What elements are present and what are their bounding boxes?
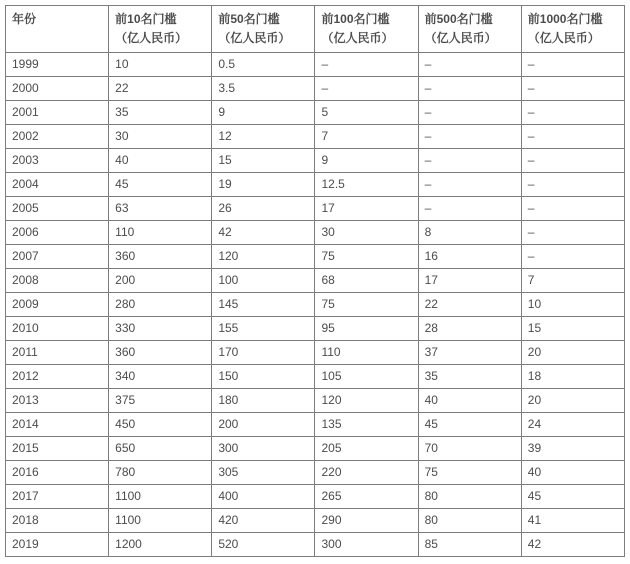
value-cell: 75 — [418, 461, 521, 485]
value-cell: 41 — [521, 509, 624, 533]
table-row — [6, 461, 625, 485]
value-cell: 35 — [418, 365, 521, 389]
year-cell: 2014 — [6, 413, 109, 437]
table-row — [6, 77, 625, 101]
column-unit: （亿人民币） — [424, 31, 497, 45]
value-cell: 10 — [109, 53, 212, 77]
value-cell: – — [418, 101, 521, 125]
value-cell: 780 — [109, 461, 212, 485]
value-cell: 40 — [521, 461, 624, 485]
value-cell: 75 — [315, 293, 418, 317]
value-cell: – — [521, 197, 624, 221]
value-cell: 9 — [315, 149, 418, 173]
value-cell: 16 — [418, 245, 521, 269]
value-cell: 63 — [109, 197, 212, 221]
value-cell: 39 — [521, 437, 624, 461]
value-cell: – — [521, 245, 624, 269]
header-row — [6, 6, 625, 53]
value-cell: 18 — [521, 365, 624, 389]
column-title: 前100名门槛 — [321, 12, 390, 26]
table-row — [6, 197, 625, 221]
table-row — [6, 293, 625, 317]
column-header — [418, 6, 521, 53]
value-cell: – — [418, 77, 521, 101]
value-cell: – — [521, 149, 624, 173]
value-cell: 68 — [315, 269, 418, 293]
year-cell: 2005 — [6, 197, 109, 221]
value-cell: 205 — [315, 437, 418, 461]
value-cell: 0.5 — [212, 53, 315, 77]
column-header — [6, 6, 109, 53]
year-cell: 2016 — [6, 461, 109, 485]
value-cell: 12 — [212, 125, 315, 149]
value-cell: 8 — [418, 221, 521, 245]
year-cell: 2011 — [6, 341, 109, 365]
value-cell: 265 — [315, 485, 418, 509]
value-cell: – — [418, 197, 521, 221]
value-cell: 105 — [315, 365, 418, 389]
value-cell: 35 — [109, 101, 212, 125]
column-header — [109, 6, 212, 53]
value-cell: 42 — [212, 221, 315, 245]
value-cell: 30 — [315, 221, 418, 245]
table-row — [6, 437, 625, 461]
value-cell: – — [521, 101, 624, 125]
year-cell: 2006 — [6, 221, 109, 245]
value-cell: 7 — [315, 125, 418, 149]
table-row — [6, 269, 625, 293]
value-cell: 360 — [109, 245, 212, 269]
value-cell: 300 — [212, 437, 315, 461]
value-cell: 42 — [521, 533, 624, 557]
year-cell: 2002 — [6, 125, 109, 149]
value-cell: – — [521, 53, 624, 77]
value-cell: 22 — [418, 293, 521, 317]
value-cell: 200 — [109, 269, 212, 293]
year-cell: 2015 — [6, 437, 109, 461]
value-cell: – — [315, 77, 418, 101]
value-cell: 520 — [212, 533, 315, 557]
column-title: 前1000名门槛 — [527, 12, 603, 26]
year-cell: 2013 — [6, 389, 109, 413]
value-cell: – — [315, 53, 418, 77]
table-row — [6, 365, 625, 389]
year-cell: 2010 — [6, 317, 109, 341]
value-cell: 80 — [418, 509, 521, 533]
column-unit: （亿人民币） — [115, 31, 188, 45]
value-cell: 17 — [418, 269, 521, 293]
value-cell: 150 — [212, 365, 315, 389]
value-cell: 10 — [521, 293, 624, 317]
value-cell: 110 — [109, 221, 212, 245]
value-cell: 15 — [521, 317, 624, 341]
year-cell: 2008 — [6, 269, 109, 293]
column-unit: （亿人民币） — [218, 31, 291, 45]
table-row — [6, 221, 625, 245]
value-cell: – — [418, 149, 521, 173]
table-row — [6, 125, 625, 149]
value-cell: 340 — [109, 365, 212, 389]
table-row — [6, 389, 625, 413]
column-header — [521, 6, 624, 53]
value-cell: 15 — [212, 149, 315, 173]
year-cell: 2000 — [6, 77, 109, 101]
table-row — [6, 149, 625, 173]
value-cell: 360 — [109, 341, 212, 365]
table-row — [6, 173, 625, 197]
value-cell: 24 — [521, 413, 624, 437]
value-cell: 1100 — [109, 485, 212, 509]
year-cell: 2001 — [6, 101, 109, 125]
table-row — [6, 245, 625, 269]
year-cell: 2004 — [6, 173, 109, 197]
column-header — [315, 6, 418, 53]
value-cell: 650 — [109, 437, 212, 461]
value-cell: 40 — [109, 149, 212, 173]
value-cell: – — [418, 53, 521, 77]
value-cell: – — [521, 77, 624, 101]
value-cell: 22 — [109, 77, 212, 101]
value-cell: 290 — [315, 509, 418, 533]
value-cell: – — [521, 173, 624, 197]
value-cell: 280 — [109, 293, 212, 317]
table-row — [6, 317, 625, 341]
year-cell: 2019 — [6, 533, 109, 557]
value-cell: 1100 — [109, 509, 212, 533]
table-row — [6, 101, 625, 125]
column-title: 年份 — [12, 12, 37, 26]
value-cell: 45 — [521, 485, 624, 509]
value-cell: 95 — [315, 317, 418, 341]
value-cell: – — [521, 221, 624, 245]
value-cell: 37 — [418, 341, 521, 365]
value-cell: 3.5 — [212, 77, 315, 101]
table-row — [6, 509, 625, 533]
column-unit: （亿人民币） — [527, 31, 600, 45]
year-cell: 2017 — [6, 485, 109, 509]
value-cell: 170 — [212, 341, 315, 365]
value-cell: 75 — [315, 245, 418, 269]
value-cell: 375 — [109, 389, 212, 413]
value-cell: 300 — [315, 533, 418, 557]
value-cell: – — [418, 125, 521, 149]
value-cell: 20 — [521, 341, 624, 365]
value-cell: 45 — [109, 173, 212, 197]
value-cell: 26 — [212, 197, 315, 221]
table-body — [6, 53, 625, 557]
value-cell: 1200 — [109, 533, 212, 557]
value-cell: 155 — [212, 317, 315, 341]
value-cell: 5 — [315, 101, 418, 125]
value-cell: 12.5 — [315, 173, 418, 197]
value-cell: – — [521, 125, 624, 149]
column-header — [212, 6, 315, 53]
rich-list-threshold-table — [5, 5, 625, 557]
column-title: 前500名门槛 — [424, 12, 493, 26]
value-cell: 45 — [418, 413, 521, 437]
column-title: 前50名门槛 — [218, 12, 280, 26]
year-cell: 2007 — [6, 245, 109, 269]
value-cell: 200 — [212, 413, 315, 437]
year-cell: 2018 — [6, 509, 109, 533]
column-unit: （亿人民币） — [321, 31, 394, 45]
table-row — [6, 533, 625, 557]
value-cell: 100 — [212, 269, 315, 293]
year-cell: 2003 — [6, 149, 109, 173]
value-cell: 30 — [109, 125, 212, 149]
value-cell: 400 — [212, 485, 315, 509]
value-cell: 70 — [418, 437, 521, 461]
year-cell: 2009 — [6, 293, 109, 317]
value-cell: 19 — [212, 173, 315, 197]
value-cell: 85 — [418, 533, 521, 557]
value-cell: 420 — [212, 509, 315, 533]
value-cell: 20 — [521, 389, 624, 413]
value-cell: 80 — [418, 485, 521, 509]
value-cell: 120 — [212, 245, 315, 269]
table-row — [6, 413, 625, 437]
table-row — [6, 53, 625, 77]
value-cell: 305 — [212, 461, 315, 485]
value-cell: 450 — [109, 413, 212, 437]
value-cell: 17 — [315, 197, 418, 221]
table-row — [6, 341, 625, 365]
value-cell: 110 — [315, 341, 418, 365]
value-cell: 9 — [212, 101, 315, 125]
value-cell: 7 — [521, 269, 624, 293]
table-row — [6, 485, 625, 509]
year-cell: 1999 — [6, 53, 109, 77]
value-cell: – — [418, 173, 521, 197]
value-cell: 220 — [315, 461, 418, 485]
column-title: 前10名门槛 — [115, 12, 177, 26]
value-cell: 120 — [315, 389, 418, 413]
value-cell: 135 — [315, 413, 418, 437]
value-cell: 28 — [418, 317, 521, 341]
value-cell: 330 — [109, 317, 212, 341]
table-header — [6, 6, 625, 53]
value-cell: 180 — [212, 389, 315, 413]
value-cell: 40 — [418, 389, 521, 413]
year-cell: 2012 — [6, 365, 109, 389]
value-cell: 145 — [212, 293, 315, 317]
